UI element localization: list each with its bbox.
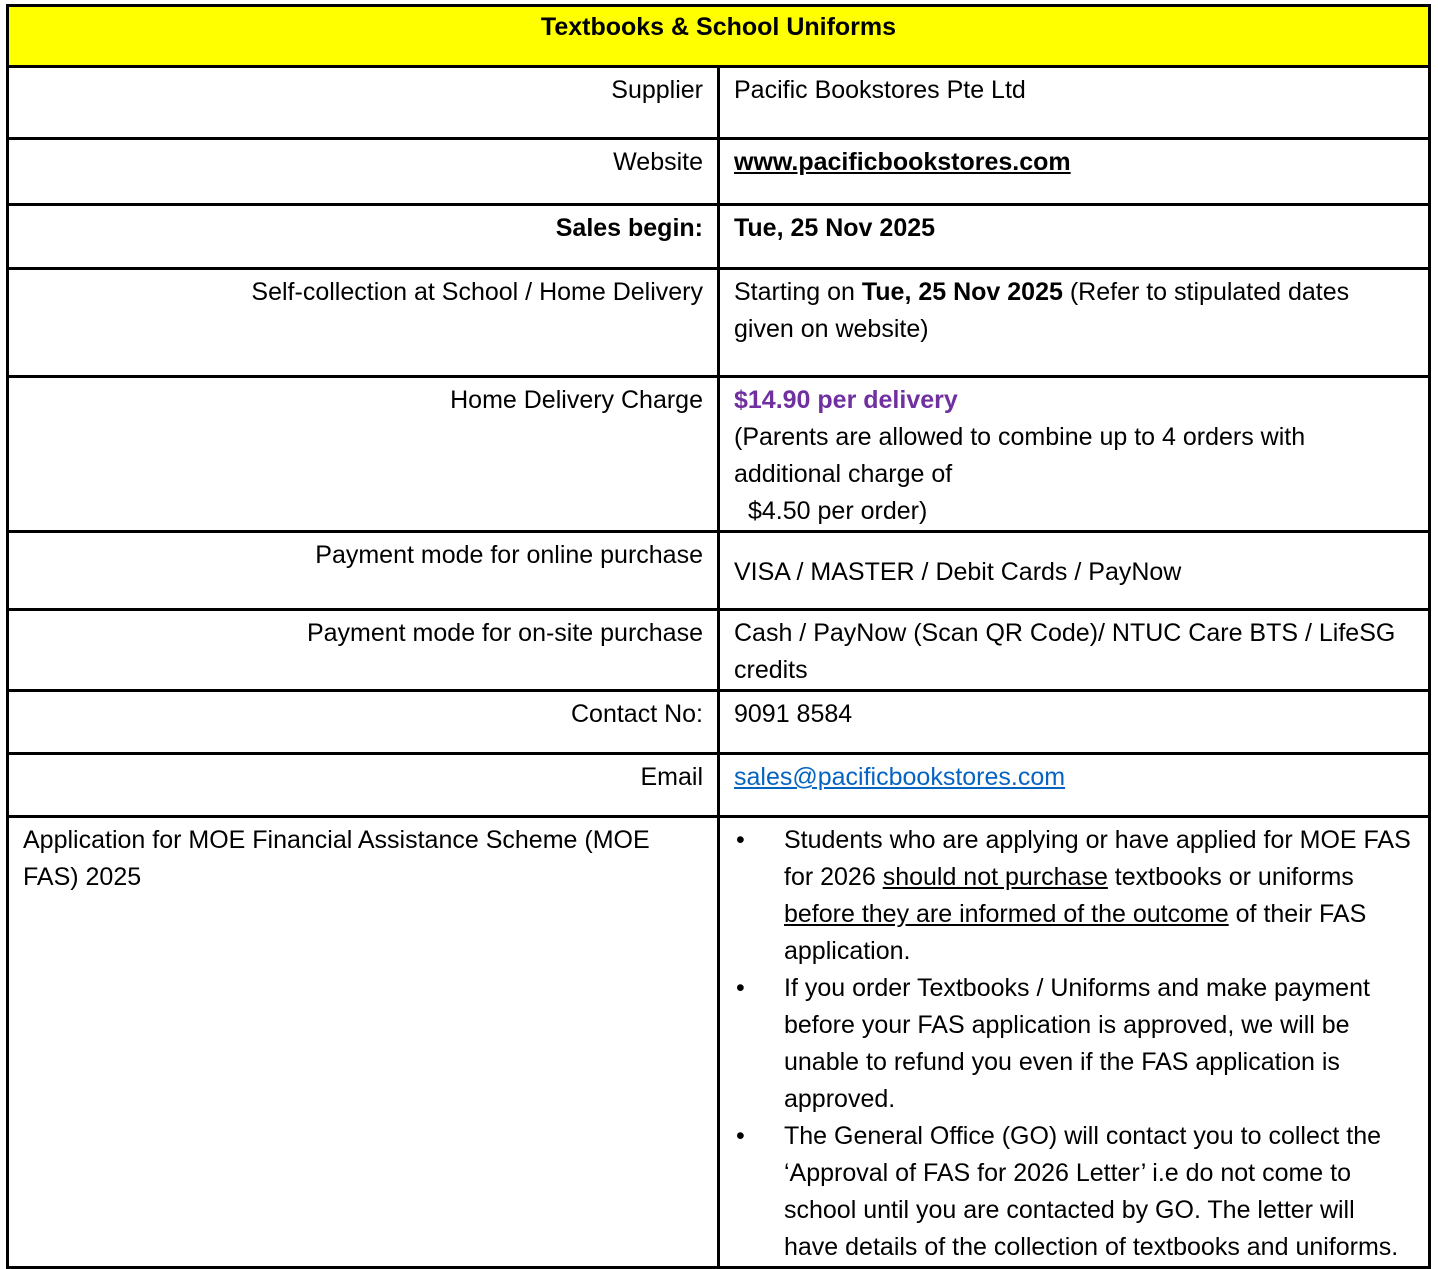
contact-value: 9091 8584 — [719, 691, 1430, 754]
supplier-label: Supplier — [8, 67, 719, 139]
fas-bullet-1: • Students who are applying or have applied for MOE FAS for 2026 should not purchase textbooks or uniforms before they are informed of the outcome of their FAS application. — [734, 822, 1414, 970]
row-delivery-charge — [8, 377, 1430, 532]
fas-label: Application for MOE Financial Assistance Scheme (MOE FAS) 2025 — [8, 817, 719, 1268]
collection-suffix: (Refer to stipulated dates given on website) — [734, 278, 1350, 343]
supplier-value: Pacific Bookstores Pte Ltd — [719, 67, 1430, 139]
payment-online-value: VISA / MASTER / Debit Cards / PayNow — [719, 532, 1430, 610]
delivery-price: $14.90 per delivery — [734, 386, 958, 414]
bullet-icon: • — [736, 1122, 745, 1150]
sales-begin-value: Tue, 25 Nov 2025 — [719, 205, 1430, 269]
collection-prefix: Starting on — [734, 278, 862, 306]
row-payment-online — [8, 532, 1430, 610]
delivery-charge-label: Home Delivery Charge — [8, 377, 719, 532]
website-label: Website — [8, 139, 719, 205]
payment-onsite-value: Cash / PayNow (Scan QR Code)/ NTUC Care BTS / LifeSG credits — [719, 610, 1430, 691]
collection-value — [719, 269, 1430, 377]
email-label: Email — [8, 754, 719, 817]
row-contact — [8, 691, 1430, 754]
delivery-note-2: $4.50 per order) — [748, 497, 928, 525]
contact-label: Contact No: — [8, 691, 719, 754]
row-supplier — [8, 67, 1430, 139]
row-email — [8, 754, 1430, 817]
collection-date: Tue, 25 Nov 2025 — [861, 278, 1063, 306]
bullet-icon: • — [736, 974, 745, 1002]
row-payment-onsite — [8, 610, 1430, 691]
payment-onsite-label: Payment mode for on-site purchase — [8, 610, 719, 691]
bullet-icon: • — [736, 826, 745, 854]
delivery-charge-value — [719, 377, 1430, 532]
email-link[interactable]: sales@pacificbookstores.com — [734, 763, 1066, 791]
row-collection — [8, 269, 1430, 377]
delivery-note-1: (Parents are allowed to combine up to 4 orders with additional charge of — [734, 423, 1306, 488]
sales-begin-label: Sales begin: — [8, 205, 719, 269]
payment-online-label: Payment mode for online purchase — [8, 532, 719, 610]
fas-bullet-2: • If you order Textbooks / Uniforms and make payment before your FAS application is approved, we will be unable to refund you even if the FAS application is approved. — [734, 970, 1414, 1118]
fas-notes — [719, 817, 1430, 1268]
info-table — [6, 4, 1431, 1269]
row-fas — [8, 817, 1430, 1268]
table-title: Textbooks & School Uniforms — [8, 6, 1430, 67]
row-sales-begin — [8, 205, 1430, 269]
website-link[interactable]: www.pacificbookstores.com — [734, 148, 1071, 176]
row-website — [8, 139, 1430, 205]
collection-label: Self-collection at School / Home Delivery — [8, 269, 719, 377]
fas-bullet-3: • The General Office (GO) will contact you to collect the ‘Approval of FAS for 2026 Letter’ i.e do not come to school until you are contacted by GO. The letter will have details of the collection of textbooks and uniforms. — [734, 1118, 1414, 1266]
